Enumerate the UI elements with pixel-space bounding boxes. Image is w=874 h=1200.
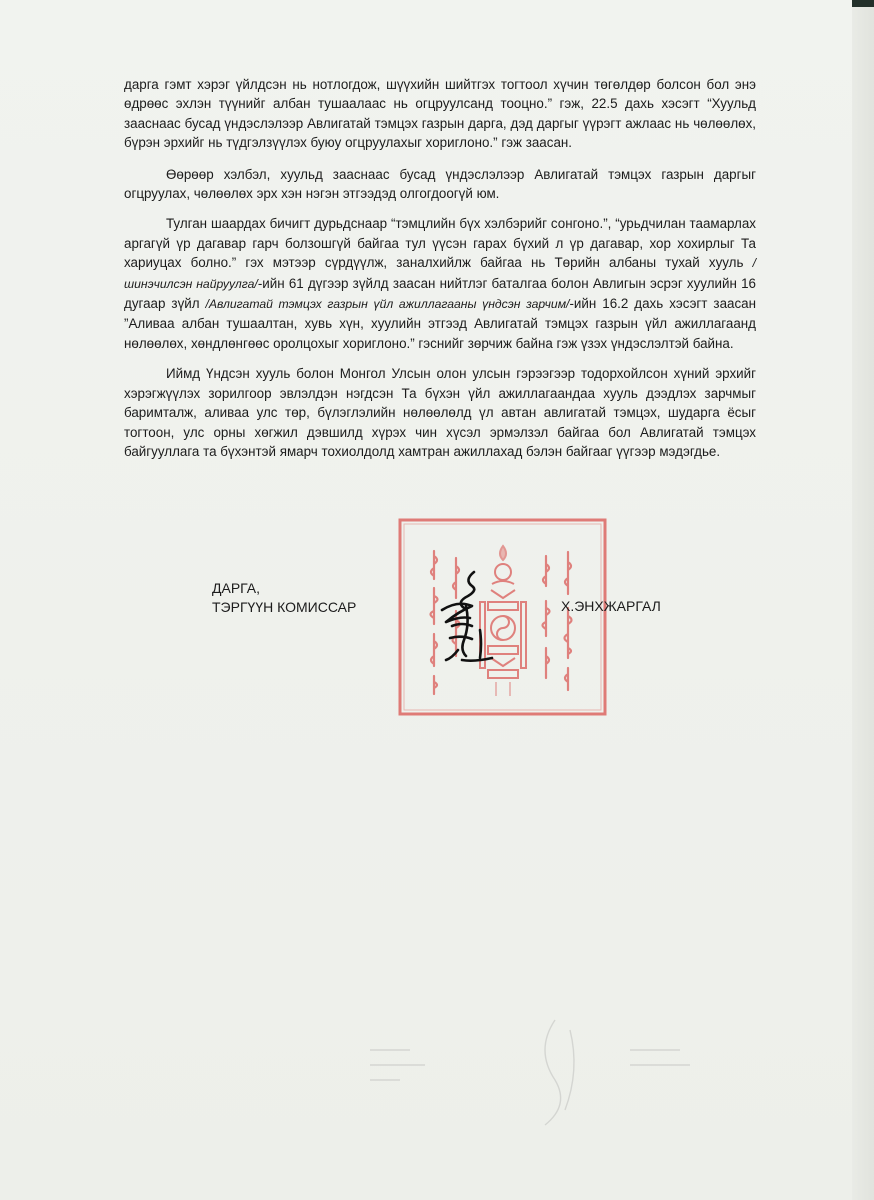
paragraph-text: Тулган шаардах бичигт дурьдснаар “тэмцлийн бүх хэлбэрийг сонгоно.”, “урьдчилан таамарлах аргагүй үр дагавар гарч болзошгүй байгаа тул үүсэн гарах бүхий л үр дагавар, хор хохирлыг Та хариуцах болно.” гэх мэтээр сүрдүүлж, заналхийлж байгаа нь Төрийн албаны тухай хууль bbox=[124, 216, 756, 271]
paragraph bbox=[124, 364, 756, 461]
signatory-title-line2: ТЭРГҮҮН КОМИССАР bbox=[212, 599, 357, 615]
paragraph bbox=[124, 165, 756, 204]
signatory-title bbox=[212, 579, 356, 617]
page-edge bbox=[852, 0, 874, 1200]
page-corner bbox=[852, 0, 874, 7]
paragraph-text: Өөрөөр хэлбэл, хуульд зааснаас бусад үндэслэлээр Авлигатай тэмцэх газрын даргыг огцруулах, чөлөөлөх эрх хэн нэгэн этгээдэд олгогдоогүй юм. bbox=[124, 166, 756, 202]
paragraph-text: Иймд Үндсэн хууль болон Монгол Улсын олон улсын гэрээгээр тодорхойлсон хүний эрхийг хэрэгжүүлэх зорилгоор эвлэлдэн нэгдсэн Та бүхэн үйл ажиллагаандаа хууль дээдлэх зарчмыг баримталж, аливаа улс төр, бүлэглэлийн нөлөөлөлд үл автан авлигатай тэмцэх, шударга ёсыг тогтоон, улс орны хөгжил дэвшилд хүрэх чин хүсэл эрмэлзэл байгаа бол Авлигатай тэмцэх байгууллага та бүхэнтэй ямарч тохиолдолд хамтран ажиллахад бэлэн байгааг үүгээр мэдэгдье. bbox=[124, 366, 756, 459]
signatory-name: Х.ЭНХЖАРГАЛ bbox=[561, 598, 661, 614]
signatory-title-line1: ДАРГА, bbox=[212, 580, 261, 596]
paragraph-text: -ийн 16.2 дахь хэсэгт заасан ”Аливаа албан тушаалтан, хувь хүн, хуулийн этгээд Авлигатай тэмцэх газрын үйл ажиллагаанд нөлөөлөх, хөндлөнгөөс оролцохыг хориглоно.” гэснийг зөрчиж байна гэж үзэх үндэслэлтэй байна. bbox=[124, 296, 756, 351]
official-stamp bbox=[396, 516, 609, 718]
letter-body bbox=[124, 75, 756, 472]
signature bbox=[432, 566, 502, 678]
italic-text: /Авлигатай тэмцэх газрын үйл ажиллагааны үндсэн зарчим/ bbox=[205, 297, 570, 312]
paragraph bbox=[124, 214, 756, 353]
italic-text: /шинэчилсэн найруулга/ bbox=[124, 256, 756, 291]
paragraph-text: дарга гэмт хэрэг үйлдсэн нь нотлогдож, шүүхийн шийтгэх тогтоол хүчин төгөлдөр болсон бол энэ өдрөөс эхлэн түүнийг албан тушаалаас нь огцруулсанд тооцно.” гэж, 22.5 дахь хэсэгт “Хуульд зааснаас бусад үндэслэлээр Авлигатай тэмцэх газрын дарга, дэд даргыг үүрэгт ажлаас нь чөлөөлөх, бүрэн эрхийг нь түдгэлзүүлэх буюу огцруулахыг хориглоно.” гэж заасан. bbox=[124, 77, 756, 151]
paragraph-text: -ийн 61 дүгээр зүйлд заасан нийтлэг баталгаа болон Авлигын эсрэг хуулийн 16 дугаар зүйл bbox=[124, 275, 756, 312]
paragraph bbox=[124, 75, 756, 153]
bleed-through-mark bbox=[330, 1010, 730, 1130]
